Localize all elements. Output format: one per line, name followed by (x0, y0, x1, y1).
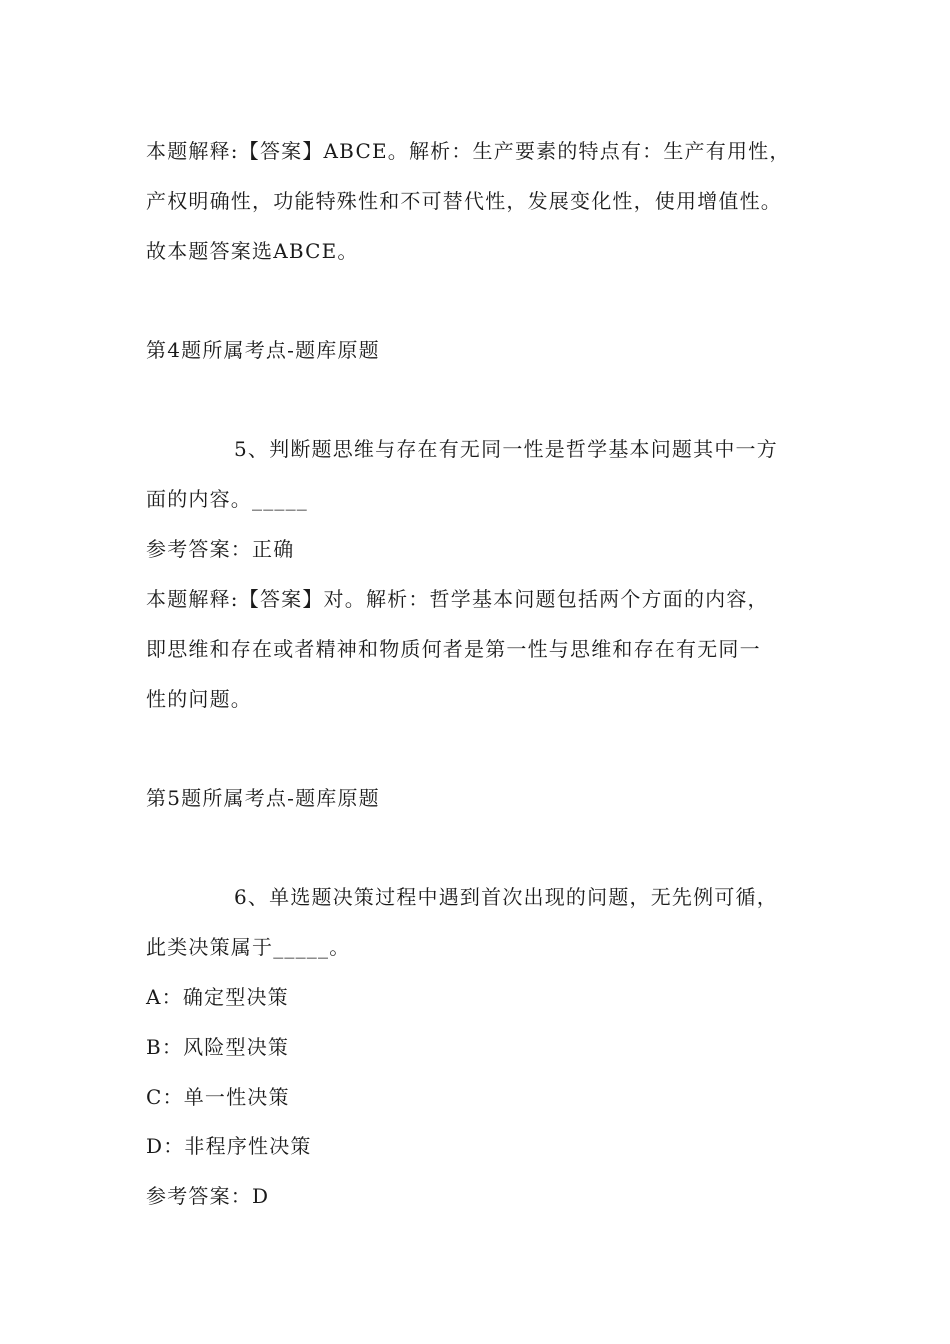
q6-answer: 参考答案：D (146, 1184, 270, 1208)
q6-question-line-2: 此类决策属于_____。 (146, 935, 351, 959)
q4-source-label: 第4题所属考点-题库原题 (146, 338, 380, 362)
q6-option-c: C：单一性决策 (146, 1085, 290, 1109)
q4-explanation-line-3: 故本题答案选ABCE。 (146, 239, 359, 263)
q5-source-label: 第5题所属考点-题库原题 (146, 786, 380, 810)
q6-question-line-1: 6、单选题决策过程中遇到首次出现的问题，无先例可循， (234, 885, 778, 909)
q5-explanation-line-1: 本题解释:【答案】对。解析：哲学基本问题包括两个方面的内容， (146, 587, 769, 611)
q5-question-line-1: 5、判断题思维与存在有无同一性是哲学基本问题其中一方 (234, 437, 778, 461)
q6-option-d: D：非程序性决策 (146, 1134, 312, 1158)
q4-explanation-line-2: 产权明确性，功能特殊性和不可替代性，发展变化性，使用增值性。 (146, 189, 782, 213)
q6-option-a: A：确定型决策 (146, 985, 289, 1009)
q5-explanation-line-2: 即思维和存在或者精神和物质何者是第一性与思维和存在有无同一 (146, 637, 761, 661)
q4-explanation-line-1: 本题解释:【答案】ABCE。解析：生产要素的特点有：生产有用性， (146, 139, 791, 163)
q5-explanation-line-3: 性的问题。 (146, 687, 252, 711)
q5-answer: 参考答案：正确 (146, 537, 295, 561)
q6-option-b: B：风险型决策 (146, 1035, 290, 1059)
q5-question-line-2: 面的内容。_____ (146, 487, 308, 511)
